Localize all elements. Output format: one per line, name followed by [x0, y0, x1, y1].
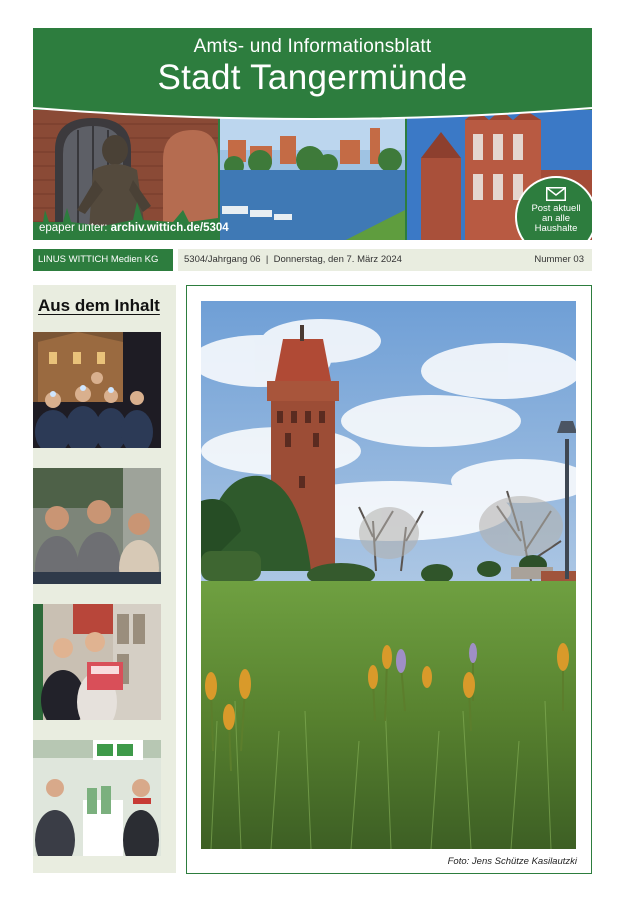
issue-details: 5304/Jahrgang 06 | Donnerstag, den 7. März 2024	[184, 254, 402, 265]
envelope-icon	[546, 187, 566, 201]
trade-fair-booth-photo[interactable]	[33, 740, 161, 856]
award-certificate-photo[interactable]	[33, 604, 161, 720]
contents-title: Aus dem Inhalt	[38, 296, 160, 315]
masthead-subtitle: Amts- und Informationsblatt	[193, 36, 432, 57]
contents-sidebar	[33, 285, 176, 873]
epaper-prefix: epaper unter:	[39, 222, 108, 234]
masthead-title: Stadt Tangermünde	[157, 58, 468, 97]
title-band	[33, 28, 592, 128]
issue-number: Nummer 03	[534, 254, 584, 265]
info-bar	[33, 249, 592, 271]
masthead	[33, 28, 592, 240]
issue-info	[178, 249, 592, 271]
three-men-photo[interactable]	[33, 468, 161, 584]
epaper-line	[39, 222, 229, 234]
night-group-photo[interactable]	[33, 332, 161, 448]
badge-line-2: an alle	[542, 213, 570, 224]
publisher-label: LINUS WITTICH Medien KG	[33, 249, 173, 271]
photo-caption: Foto: Jens Schütze Kasilautzki	[447, 856, 577, 867]
badge-line-1: Post aktuell	[531, 203, 581, 214]
tower-and-crocus-photo[interactable]	[201, 301, 576, 849]
badge-line-3: Haushalte	[534, 223, 578, 234]
cover-photo-frame	[186, 285, 592, 874]
epaper-link[interactable]: archiv.wittich.de/5304	[110, 222, 229, 234]
